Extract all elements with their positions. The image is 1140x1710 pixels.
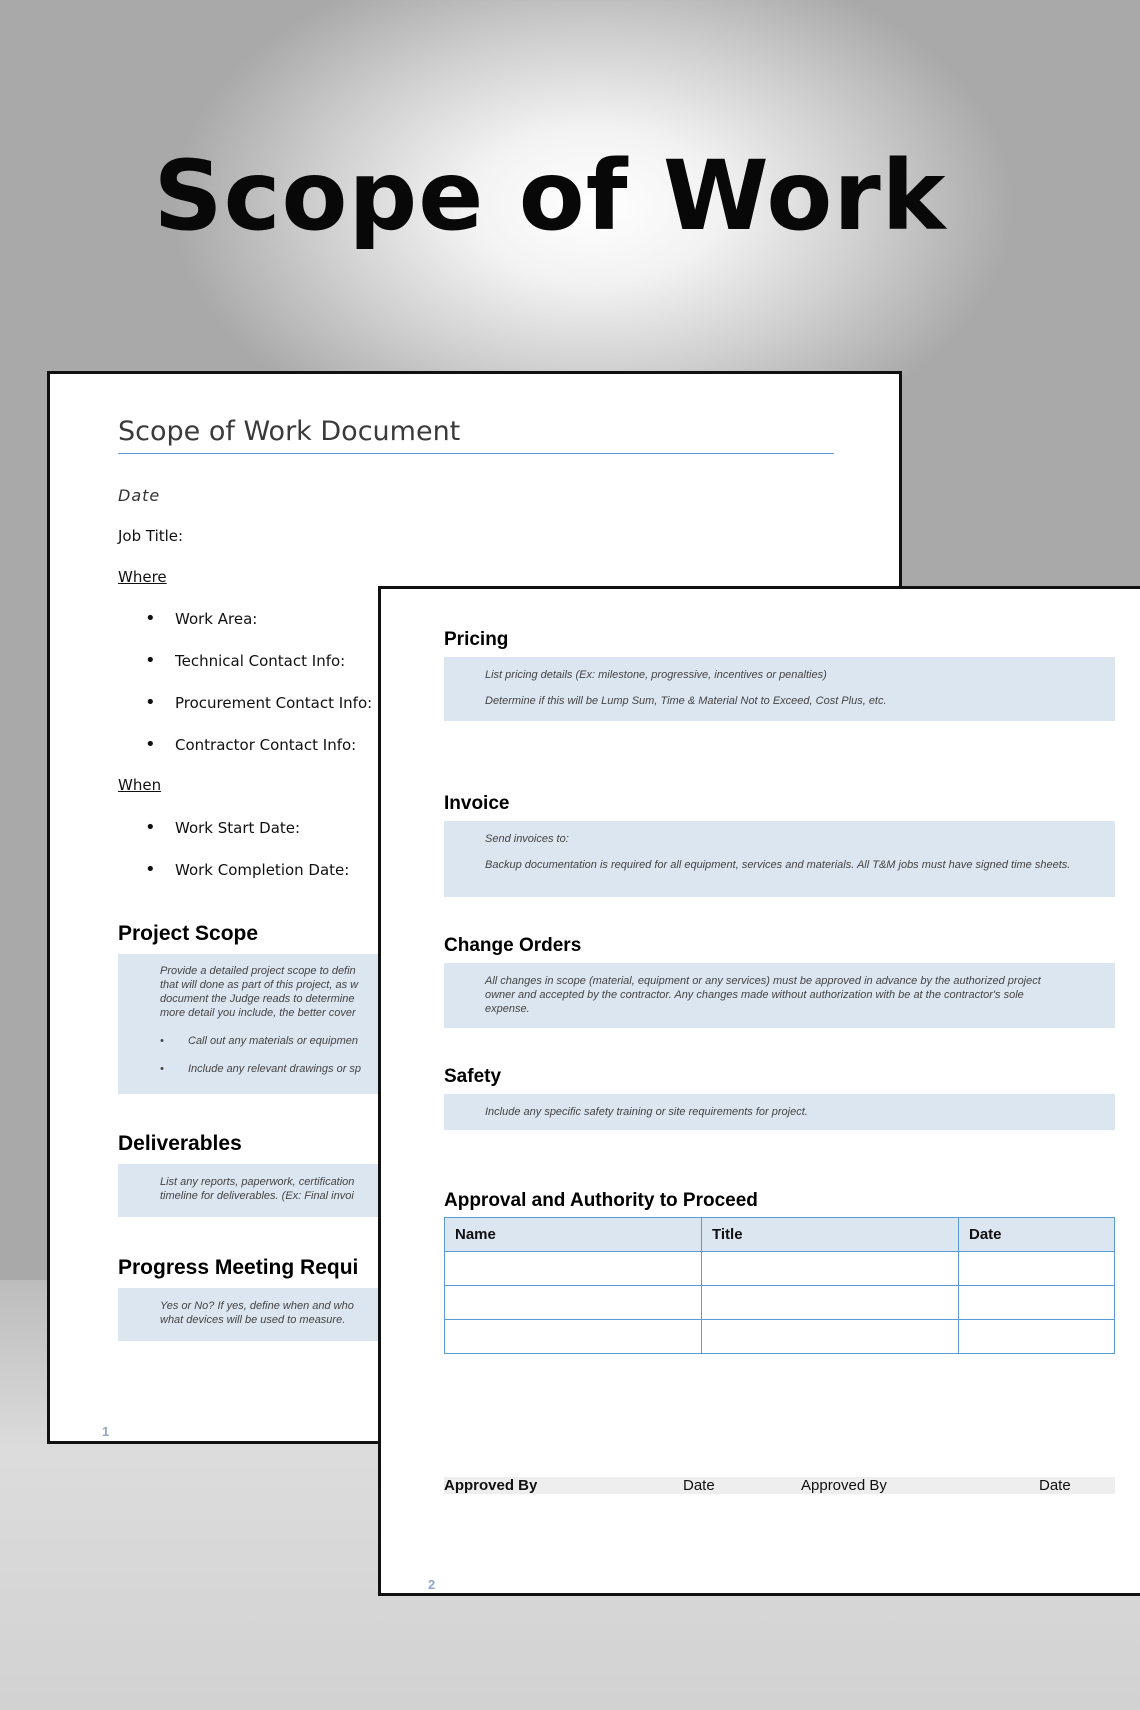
safety-box: Include any specific safety training or site requirements for project. <box>444 1094 1115 1130</box>
approved-by-label-1: Approved By <box>444 1477 538 1494</box>
approved-by-label-2: Approved By <box>801 1477 887 1494</box>
pricing-heading: Pricing <box>444 629 509 650</box>
progress-meeting-box: Yes or No? If yes, define when and who what devices will be used to measure. <box>118 1288 398 1341</box>
document-title: Scope of Work Document <box>118 416 834 454</box>
approval-heading: Approval and Authority to Proceed <box>444 1190 758 1211</box>
date-label-2: Date <box>1039 1477 1071 1494</box>
table-cell[interactable] <box>445 1320 702 1354</box>
approval-table <box>444 1217 1115 1354</box>
safety-heading: Safety <box>444 1066 502 1087</box>
job-title-label: Job Title: <box>118 527 184 545</box>
date-field: Date <box>118 486 161 505</box>
page-number: 1 <box>102 1424 110 1439</box>
where-heading: Where <box>118 568 167 586</box>
column-header-title: Title <box>702 1218 959 1252</box>
deliverables-box: List any reports, paperwork, certification timeline for deliverables. (Ex: Final invoi <box>118 1164 398 1217</box>
list-item: • Contractor Contact Info: <box>145 734 357 755</box>
list-item: • Work Completion Date: <box>145 859 350 880</box>
table-cell[interactable] <box>959 1320 1115 1354</box>
table-cell[interactable] <box>445 1252 702 1286</box>
hero-title: Scope of Work <box>153 140 947 252</box>
list-item: • Work Start Date: <box>145 817 301 838</box>
column-header-name: Name <box>445 1218 702 1252</box>
signature-line <box>444 1477 1115 1494</box>
when-heading: When <box>118 776 162 794</box>
table-cell[interactable] <box>959 1252 1115 1286</box>
table-row <box>445 1252 1115 1286</box>
change-orders-box: All changes in scope (material, equipment or any services) must be approved in advance by the authorized project owner and accepted by the contractor. Any changes made without authorization with be at the contractor's sole expense. <box>444 963 1115 1028</box>
table-cell[interactable] <box>702 1252 959 1286</box>
progress-meeting-heading: Progress Meeting Requi <box>118 1256 359 1279</box>
deliverables-heading: Deliverables <box>118 1132 242 1155</box>
table-cell[interactable] <box>702 1320 959 1354</box>
table-cell[interactable] <box>445 1286 702 1320</box>
project-scope-heading: Project Scope <box>118 922 259 945</box>
page-number: 2 <box>428 1577 436 1592</box>
list-item: • Procurement Contact Info: <box>145 692 373 713</box>
document-page-2 <box>378 586 1140 1596</box>
invoice-box: Send invoices to: Backup documentation is required for all equipment, services and materials. All T&M jobs must have signed time sheets. <box>444 821 1115 897</box>
table-row <box>445 1320 1115 1354</box>
table-header-row <box>445 1218 1115 1252</box>
invoice-heading: Invoice <box>444 793 510 814</box>
pricing-box: List pricing details (Ex: milestone, progressive, incentives or penalties) Determine if this will be Lump Sum, Time & Material Not to Exceed, Cost Plus, etc. <box>444 657 1115 721</box>
project-scope-box: Provide a detailed project scope to defin that will done as part of this project, as w document the Judge reads to determine more detail you include, the better cover • Call out any materials or equipmen • Include any relevant drawings or sp <box>118 954 398 1094</box>
table-row <box>445 1286 1115 1320</box>
column-header-date: Date <box>959 1218 1115 1252</box>
list-item: • Work Area: <box>145 608 258 629</box>
date-label-1: Date <box>683 1477 715 1494</box>
list-item: • Technical Contact Info: <box>145 650 346 671</box>
table-cell[interactable] <box>702 1286 959 1320</box>
table-cell[interactable] <box>959 1286 1115 1320</box>
change-orders-heading: Change Orders <box>444 935 582 956</box>
